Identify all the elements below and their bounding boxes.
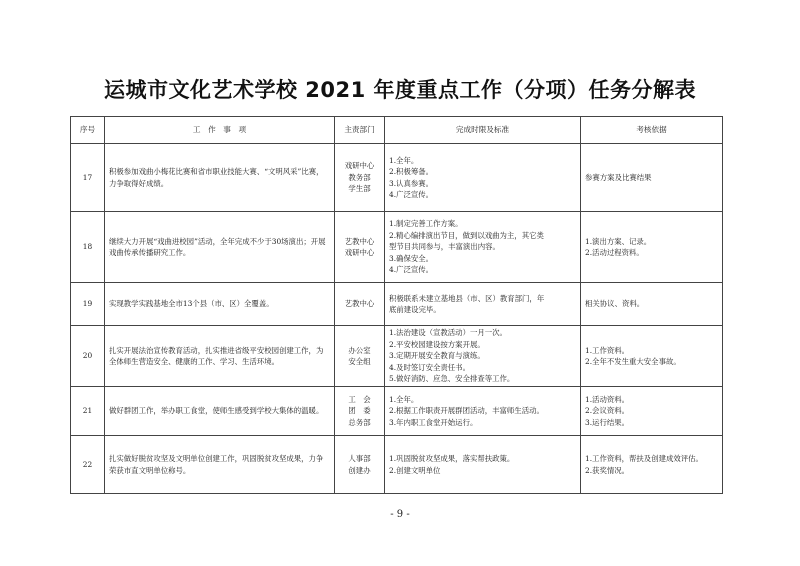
cell-line: 5.做好消防、应急、安全排查等工作。	[389, 374, 515, 384]
cell-dept	[335, 436, 385, 494]
cell-line: 3.确保安全。	[389, 253, 434, 263]
cell-deadline	[385, 283, 581, 326]
cell-work: 积极参加戏曲小梅花比赛和省市职业技能大赛、“文明风采”比赛，力争取得好成绩。	[105, 144, 335, 212]
cell-line: 2.精心编排演出节目，做到以戏曲为主，其它类	[389, 230, 544, 240]
cell-assess	[581, 212, 723, 283]
cell-work: 扎实开展法治宣传教育活动，扎实推进省级平安校园创建工作，为全体师生营造安全、健康的工作、学习、生活环境。	[105, 326, 335, 387]
cell-assess	[581, 436, 723, 494]
cell-seq: 20	[71, 326, 105, 387]
table-row	[71, 387, 723, 436]
cell-line: 2.获奖情况。	[585, 465, 630, 475]
cell-seq: 21	[71, 387, 105, 436]
cell-line: 1.工作资料，帮扶及创建成效评估。	[585, 454, 703, 463]
page-number: - 9 -	[390, 509, 410, 520]
cell-assess	[581, 387, 723, 436]
cell-line: 2.活动过程资料。	[585, 248, 644, 257]
cell-line: 积极联系未建立基地县（市、区）教育部门，年	[389, 293, 545, 303]
cell-line: 办公室	[348, 345, 371, 355]
cell-line: 戏研中心	[344, 161, 375, 171]
cell-line: 1.制定完善工作方案。	[389, 219, 463, 229]
cell-seq: 22	[71, 436, 105, 494]
task-table	[70, 116, 723, 494]
cell-line: 1.巩固脱贫攻坚成果，落实帮扶政策。	[389, 454, 515, 463]
cell-work: 继续大力开展“戏曲进校园”活动，全年完成不少于30场演出；开展戏曲传承传播研究工作。	[105, 212, 335, 283]
cell-dept	[335, 387, 385, 436]
cell-line: 创建办	[348, 465, 371, 475]
cell-line: 工 会	[348, 394, 371, 404]
cell-line: 2.平安校园建设按方案开展。	[389, 339, 485, 349]
cell-line: 1.演出方案、记录。	[585, 236, 652, 246]
cell-line: 2.会议资料。	[585, 406, 630, 416]
cell-line: 1.全年。	[389, 155, 419, 165]
cell-line: 4.广泛宣传。	[389, 190, 434, 199]
cell-line: 4.广泛宣传。	[389, 265, 434, 275]
cell-work: 做好群团工作，举办职工食堂，使师生感受到学校大集体的温暖。	[105, 387, 335, 436]
cell-deadline	[385, 144, 581, 212]
table-row	[71, 212, 723, 283]
cell-line: 3.认真参赛。	[389, 178, 434, 188]
cell-line: 型节目共同参与，丰富演出内容。	[389, 242, 500, 252]
table-header-row	[71, 117, 723, 144]
cell-line: 总务部	[348, 417, 371, 427]
cell-line: 学生部	[348, 184, 371, 194]
header-dept: 主责部门	[335, 117, 385, 144]
cell-deadline	[385, 387, 581, 436]
cell-line: 1.全年。	[389, 394, 419, 404]
table-row	[71, 326, 723, 387]
cell-assess	[581, 326, 723, 387]
cell-line: 3.定期开展安全教育与演练。	[389, 351, 485, 361]
cell-assess	[581, 144, 723, 212]
cell-seq: 19	[71, 283, 105, 326]
cell-dept	[335, 283, 385, 326]
cell-deadline	[385, 436, 581, 494]
header-seq: 序号	[71, 117, 105, 144]
cell-line: 底前建设完毕。	[389, 305, 441, 314]
header-assess: 考核依据	[581, 117, 723, 144]
cell-deadline	[385, 326, 581, 387]
cell-assess	[581, 283, 723, 326]
table-row	[71, 144, 723, 212]
cell-line: 艺教中心	[344, 299, 375, 309]
cell-line: 1.法治建设（宣教活动）一月一次。	[389, 328, 507, 338]
cell-line: 艺教中心	[344, 236, 375, 246]
cell-line: 人事部	[348, 454, 371, 463]
cell-line: 2.全年不发生重大安全事故。	[585, 357, 681, 366]
cell-line: 戏研中心	[344, 248, 375, 257]
cell-line: 团 委	[348, 406, 371, 416]
cell-work: 实现教学实践基地全市13个县（市、区）全覆盖。	[105, 283, 335, 326]
cell-line: 3.年内职工食堂开始运行。	[389, 417, 478, 427]
cell-dept	[335, 144, 385, 212]
cell-line: 2.积极筹备。	[389, 167, 434, 176]
cell-seq: 17	[71, 144, 105, 212]
cell-dept	[335, 326, 385, 387]
table-row	[71, 283, 723, 326]
cell-line: 教务部	[348, 172, 371, 182]
header-deadline: 完成时限及标准	[385, 117, 581, 144]
cell-dept	[335, 212, 385, 283]
cell-line: 4.及时签订安全责任书。	[389, 362, 470, 372]
cell-seq: 18	[71, 212, 105, 283]
cell-line: 安全组	[348, 357, 371, 366]
header-work: 工 作 事 项	[105, 117, 335, 144]
cell-line: 相关协议、资料。	[585, 299, 645, 309]
cell-line: 1.活动资料。	[585, 394, 630, 404]
table-row	[71, 436, 723, 494]
cell-line: 3.运行结果。	[585, 417, 630, 427]
cell-work: 扎实做好脱贫攻坚及文明单位创建工作，巩固脱贫攻坚成果，力争荣获市直文明单位称号。	[105, 436, 335, 494]
cell-line: 1.工作资料。	[585, 345, 630, 355]
cell-line: 2.根据工作职责开展群团活动，丰富师生活动。	[389, 406, 544, 416]
cell-line: 2.创建文明单位	[389, 465, 441, 475]
page-title: 运城市文化艺术学校 2021 年度重点工作（分项）任务分解表	[103, 78, 697, 102]
cell-deadline	[385, 212, 581, 283]
cell-line: 参赛方案及比赛结果	[585, 172, 652, 182]
task-table-body	[71, 144, 723, 494]
